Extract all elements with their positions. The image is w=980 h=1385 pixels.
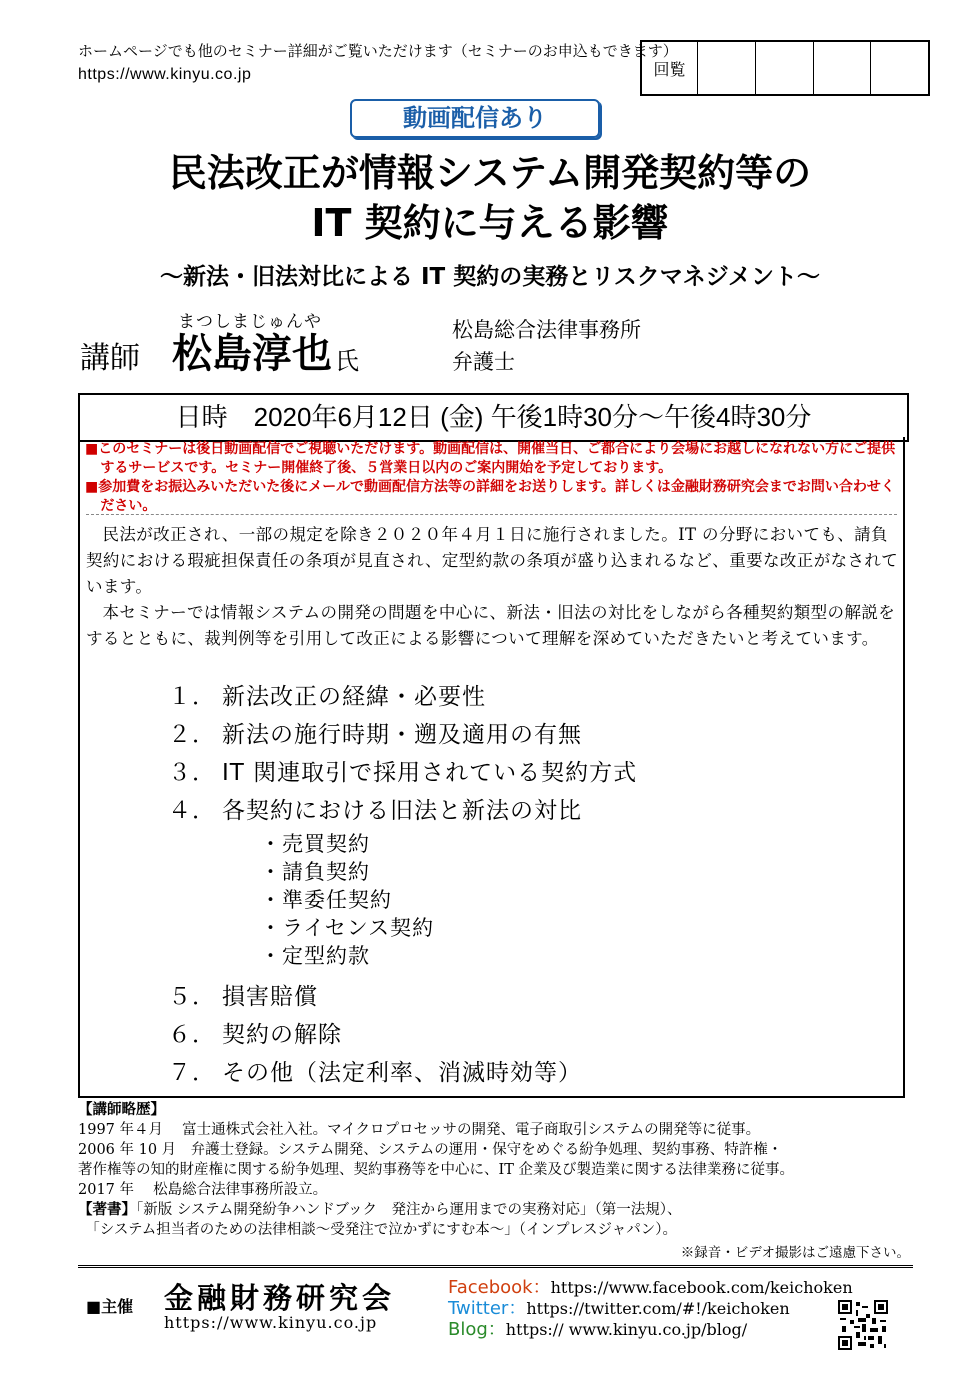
header-note <box>78 40 678 86</box>
books-line: 「システム担当者のための法律相談～受発注で泣かずにすむ本～」（インプレスジャパン）。 <box>85 1222 677 1238</box>
seminar-title-line1: 民法改正が情報システム開発契約等の <box>168 151 812 195</box>
seminar-intro <box>86 522 901 652</box>
agenda-subitem: ・売買契約 <box>260 832 370 856</box>
footer-divider <box>78 1265 913 1268</box>
header-url-link[interactable]: https://www.kinyu.co.jp <box>78 66 252 83</box>
video-available-badge: 動画配信あり <box>350 99 600 138</box>
agenda-item: ５． 損害賠償 <box>168 984 318 1010</box>
host-url-link[interactable]: https://www.kinyu.co.jp <box>164 1313 378 1332</box>
agenda-item: ３． IT 関連取引で採用されている契約方式 <box>168 760 638 786</box>
twitter-link[interactable]: Twitter：https://twitter.com/#!/keichoken <box>448 1298 790 1319</box>
lecturer-honorific: 氏 <box>335 347 359 375</box>
agenda-list <box>168 678 637 1092</box>
social-links <box>448 1277 853 1340</box>
host-name: 金融財務研究会 <box>164 1281 396 1315</box>
stamp-cell <box>813 42 871 94</box>
intro-paragraph: 本セミナーでは情報システムの開発の問題を中心に、新法・旧法の対比をしながら各種契約類型の解説をするとともに、裁判例等を引用して改正による影響について理解を深めていただきたいと考えています。 <box>86 603 896 648</box>
career-line: 1997 年４月 富士通株式会社入社。マイクロプロセッサの開発、電子商取引システムの開発等に従事。 <box>78 1122 761 1138</box>
career-heading: 【講師略歴】 <box>78 1102 165 1118</box>
notice-line: ■参加費をお振込みいただいた後にメールで動画配信方法等の詳細をお送りします。詳しくは金融財務研究会までお問い合わせください。 <box>85 479 895 514</box>
video-notice <box>85 440 905 516</box>
agenda-item: １． 新法改正の経緯・必要性 <box>168 684 486 710</box>
seminar-subtitle: ～新法・旧法対比による IT 契約の実務とリスクマネジメント～ <box>159 264 821 290</box>
agenda-item: ７． その他（法定利率、消滅時効等） <box>168 1060 582 1086</box>
lecturer-career <box>78 1100 918 1240</box>
agenda-subitem: ・ライセンス契約 <box>260 916 435 940</box>
qr-code-icon <box>838 1300 888 1350</box>
seminar-datetime: 日時 2020年6月12日 (金) 午後1時30分～午後4時30分 <box>78 393 909 442</box>
agenda-item: ２． 新法の施行時期・遡及適用の有無 <box>168 722 582 748</box>
notice-divider <box>86 514 897 515</box>
host-label: ■主催 <box>86 1297 134 1316</box>
lecturer-label: 講師 <box>80 341 140 376</box>
lecturer-firm: 松島総合法律事務所 <box>452 318 641 342</box>
career-line: 2006 年 10 月 弁護士登録。システム開発、システムの運用・保守をめぐる紛争処理、契約事務、特許権・ <box>78 1142 783 1158</box>
lecturer-name-ruby: まつしまじゅんや <box>178 312 322 332</box>
lecturer-affiliation <box>452 314 641 378</box>
stamp-cell <box>870 42 928 94</box>
stamp-cell <box>755 42 813 94</box>
agenda-item: ４． 各契約における旧法と新法の対比 <box>168 798 582 824</box>
lecturer-name: 松島淳也 <box>172 331 332 377</box>
notice-line: ■このセミナーは後日動画配信でご視聴いただけます。動画配信は、開催当日、ご都合により会場にお越しになれない方にご提供するサービスです。セミナー開催終了後、５営業日以内のご案内開始を予定しております。 <box>85 441 896 476</box>
intro-paragraph: 民法が改正され、一部の規定を除き２０２０年４月１日に施行されました。IT の分野においても、請負契約における瑕疵担保責任の条項が見直され、定型約款の条項が盛り込まれるなど、重要な改正がなされています。 <box>86 525 899 596</box>
recording-disclaimer: ※録音・ビデオ撮影はご遠慮下さい。 <box>680 1245 910 1261</box>
circulation-label: 回覧 <box>653 59 686 79</box>
agenda-subitem: ・請負契約 <box>260 860 370 884</box>
blog-link[interactable]: Blog：https:// www.kinyu.co.jp/blog/ <box>448 1319 748 1340</box>
header-note-text: ホームページでも他のセミナー詳細がご覧いただけます（セミナーのお申込もできます） <box>78 43 678 60</box>
agenda-subitem: ・準委任契約 <box>260 888 392 912</box>
seminar-title-line2: IT 契約に与える影響 <box>311 201 669 245</box>
agenda-subitem: ・定型約款 <box>260 944 370 968</box>
books-line: 【著書】「新版 システム開発紛争ハンドブック 発注から運用までの実務対応」（第一法規）、 <box>78 1202 682 1218</box>
stamp-cell <box>697 42 755 94</box>
facebook-link[interactable]: Facebook：https://www.facebook.com/keichoken <box>448 1277 853 1298</box>
career-line: 2017 年 松島総合法律事務所設立。 <box>78 1182 328 1198</box>
career-line: 著作権等の知的財産権に関する紛争処理、契約事務等を中心に、IT 企業及び製造業に関する法律業務に従事。 <box>78 1162 795 1178</box>
agenda-item: ６． 契約の解除 <box>168 1022 342 1048</box>
circulation-stamp-box <box>640 40 930 96</box>
lecturer-title: 弁護士 <box>452 350 515 374</box>
